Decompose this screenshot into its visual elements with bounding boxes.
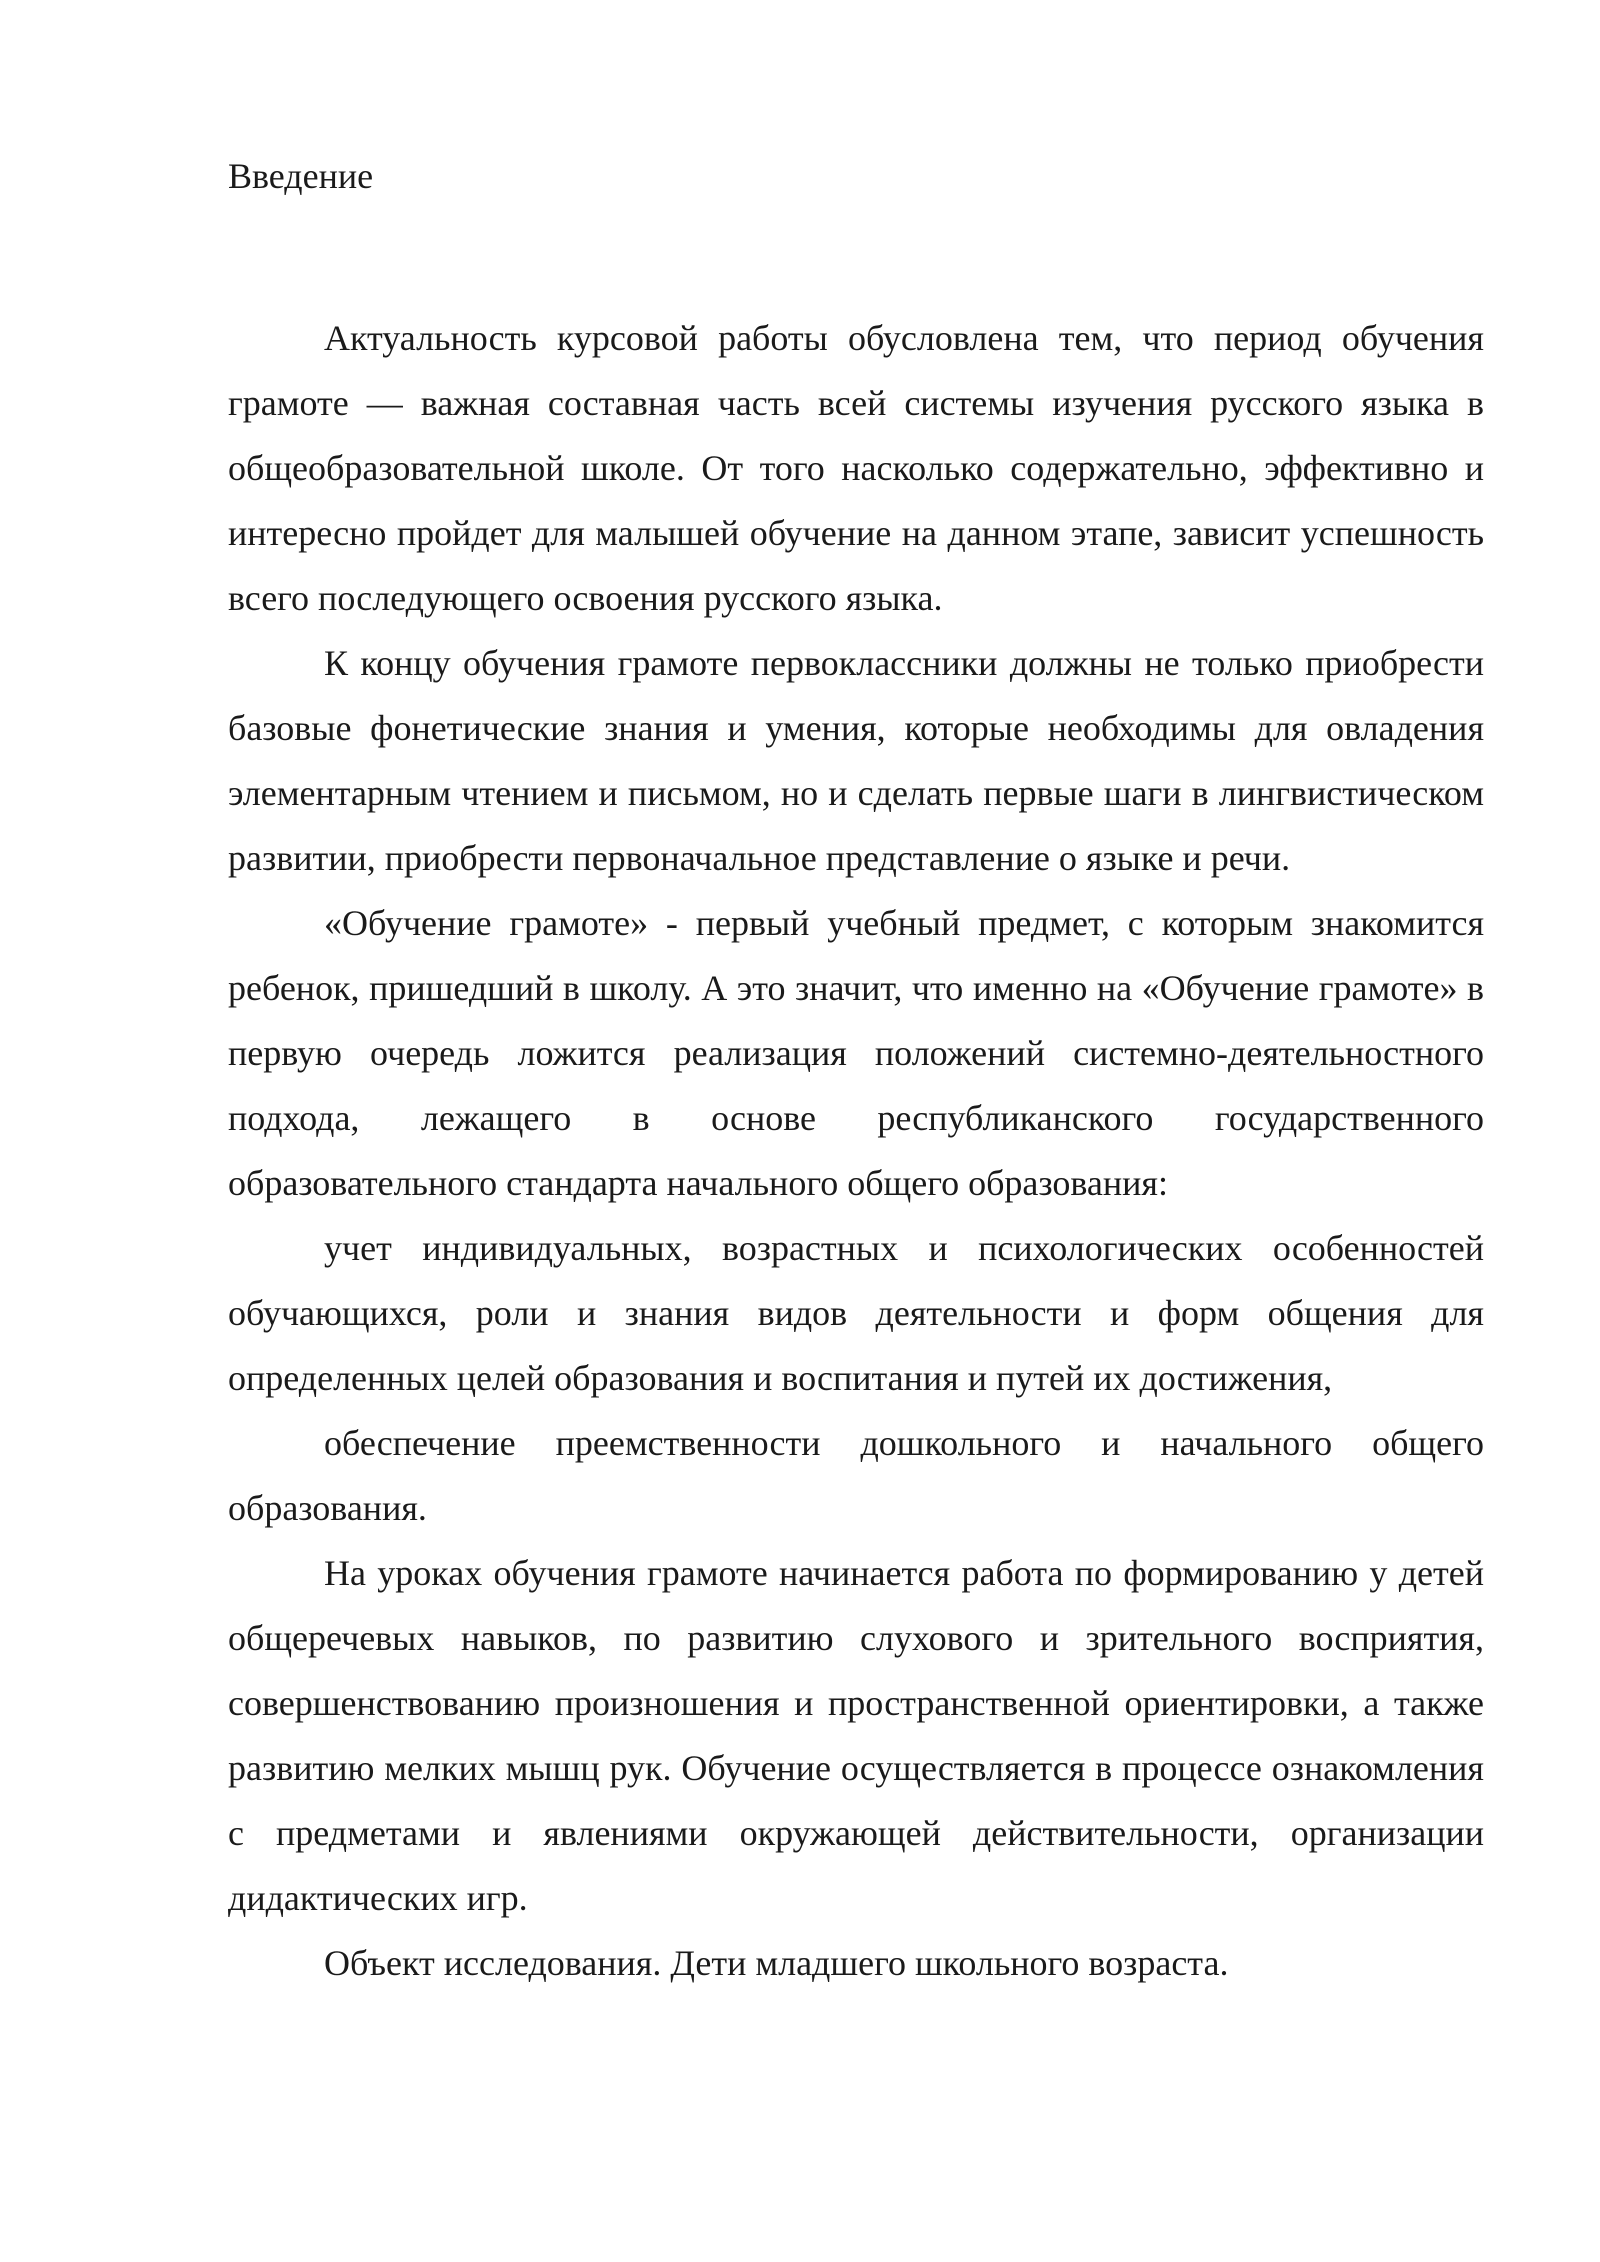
paragraph-relevance: Актуальность курсовой работы обусловлена тем, что период обучения грамоте — важная составная часть всей системы изучения русского языка в общеобразовательной школе. От того насколько содержательно, эффективно и интересно пройдет для малышей обучение на данном этапе, зависит успешность всего последующего освоения русского языка.	[228, 318, 1484, 618]
document-body	[228, 306, 1484, 1996]
paragraph-lessons: На уроках обучения грамоте начинается работа по формированию у детей общеречевых навыков, по развитию слухового и зрительного восприятия, совершенствованию произношения и пространственной ориентировки, а также развитию мелких мышц рук. Обучение осуществляется в процессе ознакомления с предметами и явлениями окружающей действительности, организации дидактических игр.	[228, 1553, 1484, 1918]
section-heading: Введение	[228, 156, 374, 196]
document-content	[228, 150, 1484, 1996]
paragraph-individual-features: учет индивидуальных, возрастных и психологических особенностей обучающихся, роли и знания видов деятельности и форм общения для определенных целей образования и воспитания и путей их достижения,	[228, 1228, 1484, 1398]
paragraph-continuity: обеспечение преемственности дошкольного и начального общего образования.	[228, 1423, 1484, 1528]
paragraph-research-object: Объект исследования. Дети младшего школьного возраста.	[324, 1943, 1229, 1983]
paragraph-literacy-goals: К концу обучения грамоте первоклассники должны не только приобрести базовые фонетические знания и умения, которые необходимы для овладения элементарным чтением и письмом, но и сделать первые шаги в лингвистическом развитии, приобрести первоначальное представление о языке и речи.	[228, 643, 1484, 878]
paragraph-first-subject: «Обучение грамоте» - первый учебный предмет, с которым знакомится ребенок, пришедший в школу. А это значит, что именно на «Обучение грамоте» в первую очередь ложится реализация положений системно-деятельностного подхода, лежащего в основе республиканского государственного образовательного стандарта начального общего образования:	[228, 903, 1484, 1203]
